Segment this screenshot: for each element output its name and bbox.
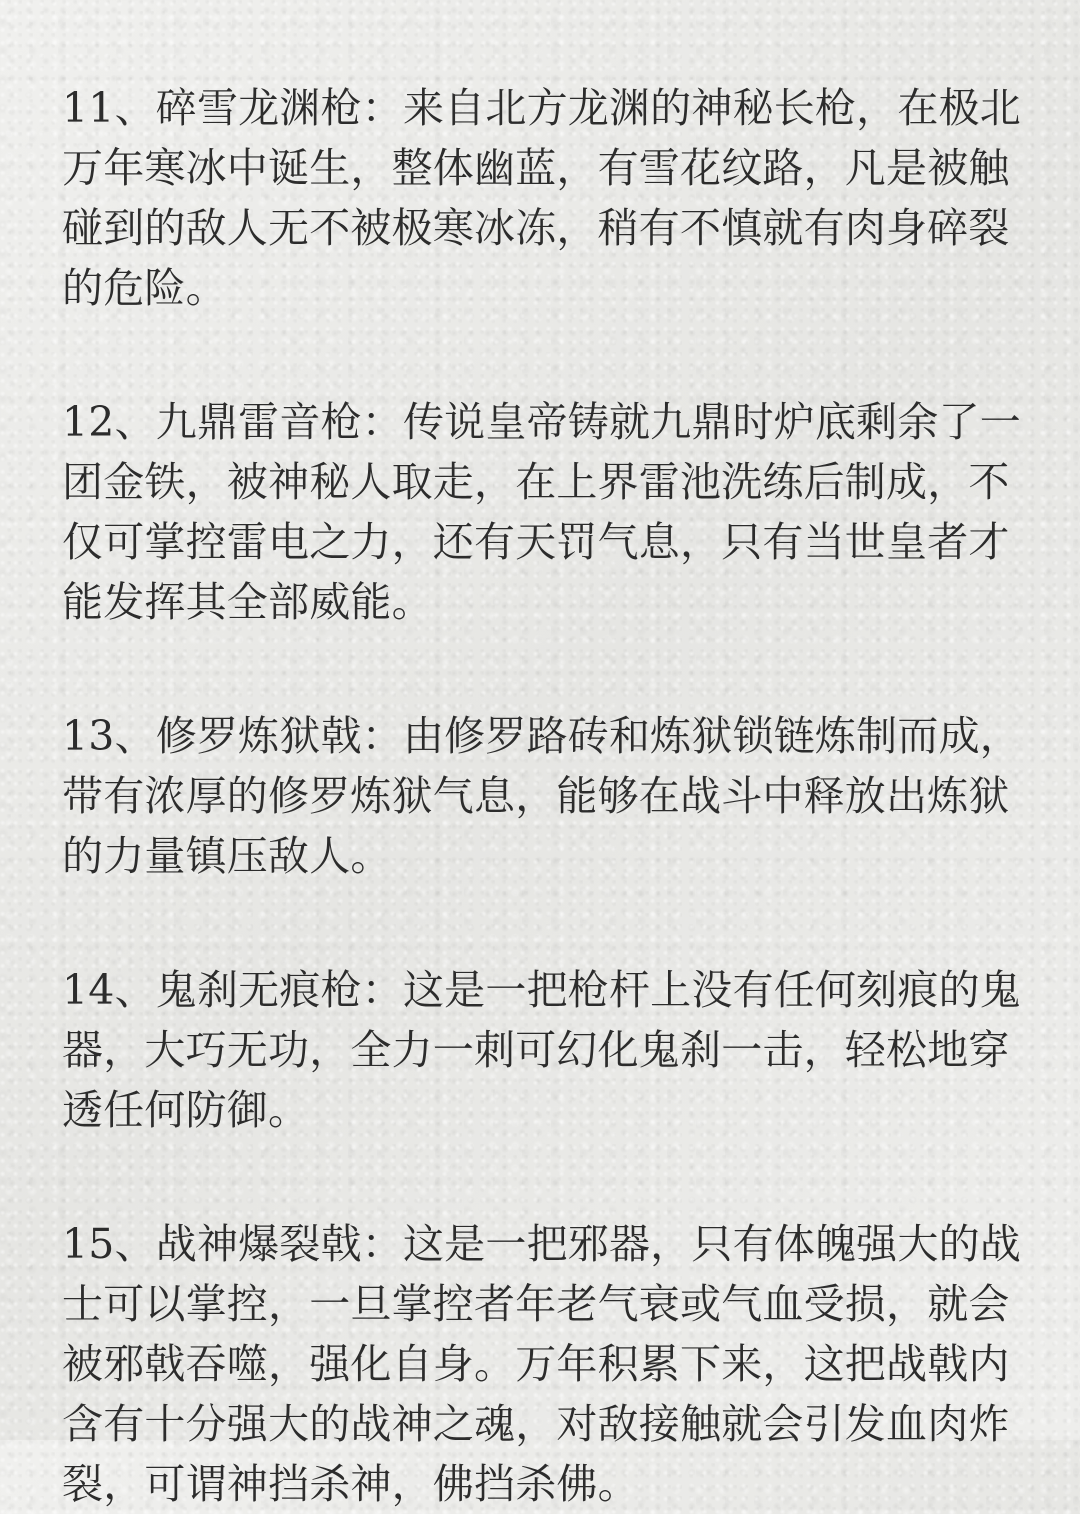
- entry-number: 15、: [62, 1220, 156, 1268]
- entry-separator: ：: [361, 398, 403, 446]
- weapon-entry-15: [62, 1214, 1024, 1514]
- weapon-entry-13: [62, 706, 1024, 886]
- weapon-entry-14: [62, 960, 1024, 1140]
- entry-number: 13、: [62, 712, 156, 760]
- entry-separator: ：: [361, 712, 403, 760]
- entry-description: 传说皇帝铸就九鼎时炉底剩余了一团金铁，被神秘人取走，在上界雷池洗练后制成，不仅可掌控雷电之力，还有天罚气息，只有当世皇者才能发挥其全部威能。: [62, 398, 1021, 626]
- weapon-entry-11: [62, 78, 1024, 318]
- entry-separator: ：: [361, 966, 403, 1014]
- entry-separator: ：: [361, 1220, 403, 1268]
- entry-description: 由修罗路砖和炼狱锁链炼制而成，带有浓厚的修罗炼狱气息，能够在战斗中释放出炼狱的力量镇压敌人。: [62, 712, 1021, 880]
- entry-title: 战神爆裂戟: [155, 1220, 362, 1268]
- entry-number: 12、: [62, 398, 156, 446]
- entry-description: 这是一把枪杆上没有任何刻痕的鬼器，大巧无功，全力一刺可幻化鬼刹一击，轻松地穿透任何防御。: [62, 966, 1021, 1134]
- entry-title: 修罗炼狱戟: [155, 712, 362, 760]
- entry-separator: ：: [361, 84, 403, 132]
- entry-title: 碎雪龙渊枪: [155, 84, 362, 132]
- entry-title: 鬼刹无痕枪: [155, 966, 362, 1014]
- entry-description: 来自北方龙渊的神秘长枪，在极北万年寒冰中诞生，整体幽蓝，有雪花纹路，凡是被触碰到的敌人无不被极寒冰冻，稍有不慎就有肉身碎裂的危险。: [62, 84, 1021, 312]
- entry-number: 11、: [62, 84, 156, 132]
- entry-number: 14、: [62, 966, 156, 1014]
- entry-description: 这是一把邪器，只有体魄强大的战士可以掌控，一旦掌控者年老气衰或气血受损，就会被邪戟吞噬，强化自身。万年积累下来，这把战戟内含有十分强大的战神之魂，对敌接触就会引发血肉炸裂，可谓神挡杀神，佛挡杀佛。: [62, 1220, 1021, 1508]
- entry-title: 九鼎雷音枪: [155, 398, 362, 446]
- weapon-entry-12: [62, 392, 1024, 632]
